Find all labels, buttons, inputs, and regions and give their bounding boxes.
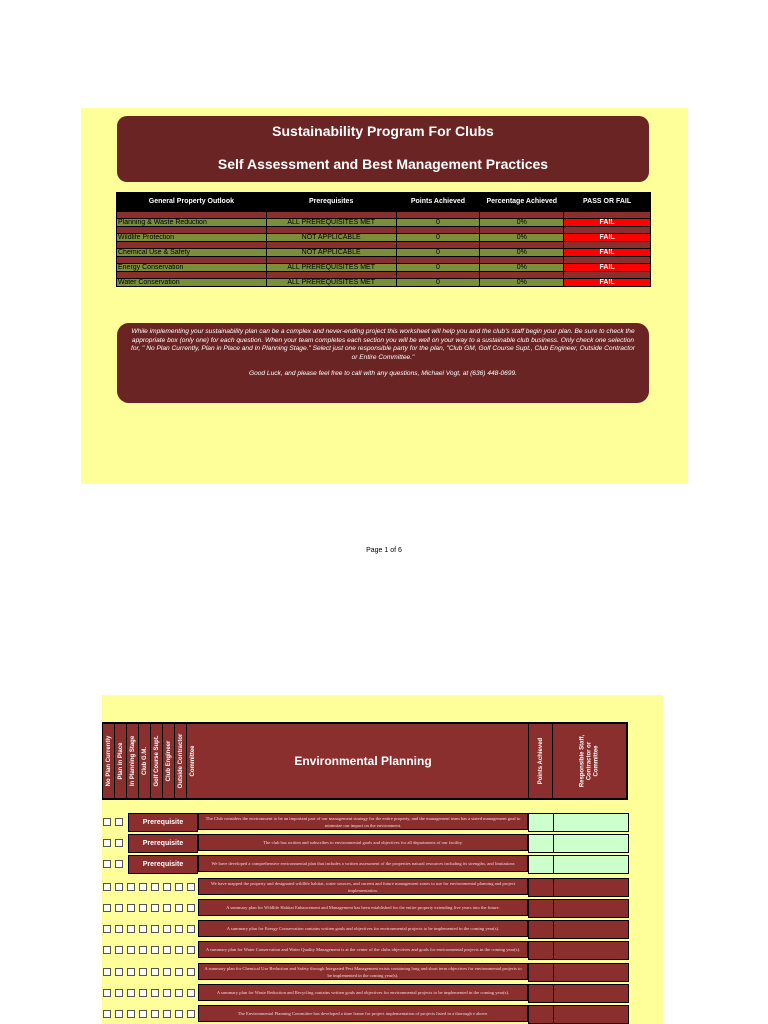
spacer-cell — [266, 242, 396, 249]
checklist-row — [102, 920, 628, 938]
checkbox[interactable] — [163, 968, 171, 976]
checkbox[interactable] — [115, 989, 123, 997]
checklist-row — [102, 855, 628, 873]
page-subtitle: Self Assessment and Best Management Practices — [217, 156, 549, 172]
spacer-cell — [117, 242, 267, 249]
checkbox[interactable] — [163, 946, 171, 954]
col-pass-or-fail: PASS OR FAIL — [564, 192, 651, 212]
points-cell: 0 — [396, 249, 480, 257]
responsible-cell[interactable] — [553, 963, 629, 982]
checkbox[interactable] — [115, 818, 123, 826]
summary-row — [117, 234, 651, 242]
summary-spacer-row — [117, 272, 651, 279]
checklist-description: The club has written and subscribes to environmental goals and objectives for all departments of our facility. — [198, 834, 528, 851]
checkbox[interactable] — [127, 1010, 135, 1018]
contact-text: Good Luck, and please feel free to call with any questions, Michael Vogt, at (636) 448-0699. — [248, 370, 518, 378]
checkbox[interactable] — [187, 925, 195, 933]
percentage-cell: 0% — [480, 234, 564, 242]
pass-fail-cell: FAIL — [564, 234, 651, 242]
checklist-row — [102, 899, 628, 917]
checkbox[interactable] — [187, 883, 195, 891]
checkbox[interactable] — [115, 860, 123, 868]
checkbox[interactable] — [127, 904, 135, 912]
spacer-cell — [117, 272, 267, 279]
checklist-row — [102, 878, 628, 896]
checkbox[interactable] — [115, 925, 123, 933]
responsible-cell[interactable] — [553, 920, 629, 939]
checkbox[interactable] — [139, 1010, 147, 1018]
checkbox[interactable] — [139, 925, 147, 933]
checklist-description: The Club considers the environment to be an important part of our management strategy for the entire property, and the management team has a stated management goal to minimize our impact on the environment. — [198, 813, 528, 830]
checkbox[interactable] — [103, 1010, 111, 1018]
checkbox[interactable] — [151, 925, 159, 933]
points-cell[interactable] — [528, 963, 554, 982]
checkbox[interactable] — [127, 989, 135, 997]
environmental-planning-header — [102, 722, 628, 800]
checkbox[interactable] — [115, 883, 123, 891]
spacer-cell — [396, 242, 480, 249]
points-cell: 0 — [396, 219, 480, 227]
checklist-row — [102, 813, 628, 831]
prerequisite-cell: NOT APPLICABLE — [266, 234, 396, 242]
pass-fail-cell: FAIL — [564, 249, 651, 257]
category-cell: Energy Conservation — [117, 264, 267, 272]
section-title: Environmental Planning — [198, 724, 528, 798]
checkbox[interactable] — [151, 968, 159, 976]
checkbox[interactable] — [163, 989, 171, 997]
prerequisite-label: Prerequisite — [128, 813, 198, 832]
points-cell[interactable] — [528, 920, 554, 939]
checkbox[interactable] — [115, 839, 123, 847]
prerequisite-label: Prerequisite — [128, 834, 198, 853]
summary-row — [117, 279, 651, 287]
status-column-header: Outside Contractor — [175, 724, 186, 798]
checklist-row — [102, 1005, 628, 1023]
pass-fail-cell: FAIL — [564, 279, 651, 287]
responsible-cell[interactable] — [553, 941, 629, 960]
checkbox[interactable] — [139, 904, 147, 912]
status-column-header: Club G.M. — [139, 724, 150, 798]
summary-table — [116, 192, 651, 287]
spacer-cell — [396, 272, 480, 279]
prerequisite-label: Prerequisite — [128, 855, 198, 874]
responsible-cell[interactable] — [553, 899, 629, 918]
checklist-row — [102, 984, 628, 1002]
page-two — [102, 695, 663, 1024]
category-cell: Chemical Use & Safety — [117, 249, 267, 257]
spacer-cell — [266, 212, 396, 219]
points-cell: 0 — [396, 279, 480, 287]
spacer-cell — [117, 212, 267, 219]
spacer-cell — [266, 227, 396, 234]
checkbox[interactable] — [175, 1010, 183, 1018]
checkbox[interactable] — [163, 883, 171, 891]
col-percentage-achieved: Percentage Achieved — [480, 192, 564, 212]
summary-spacer-row — [117, 227, 651, 234]
checklist-description: The Environmental Planning Committee has developed a time frame for project implementation of projects listed in a thorough e above. — [198, 1005, 528, 1022]
checkbox[interactable] — [103, 883, 111, 891]
checklist-description: We have mapped the property and designated wildlife habitat, water sources, and current and future management zones to use for environmental planning and project implementation. — [198, 878, 528, 895]
checkbox[interactable] — [175, 989, 183, 997]
responsible-cell[interactable] — [553, 984, 629, 1003]
points-cell[interactable] — [528, 855, 554, 874]
checkbox[interactable] — [103, 925, 111, 933]
spacer-cell — [396, 212, 480, 219]
percentage-cell: 0% — [480, 249, 564, 257]
spacer-cell — [396, 227, 480, 234]
category-cell: Planning & Waste Reduction — [117, 219, 267, 227]
prerequisite-cell: ALL PREREQUISITES MET — [266, 264, 396, 272]
category-cell: Water Conservation — [117, 279, 267, 287]
col-points-achieved: Points Achieved — [396, 192, 480, 212]
responsible-cell[interactable] — [553, 834, 629, 853]
points-achieved-header: Points Achieved — [529, 724, 552, 798]
title-banner — [117, 116, 649, 182]
prerequisite-cell: ALL PREREQUISITES MET — [266, 219, 396, 227]
spacer-cell — [564, 227, 651, 234]
checkbox[interactable] — [187, 904, 195, 912]
checkbox[interactable] — [103, 904, 111, 912]
spacer-cell — [480, 212, 564, 219]
checklist-description: A summary plan for Chemical Use Reduction and Safety through Integrated Pest Management exists containing long and short term objectives for environmental projects to be implemented in the coming year(s). — [198, 963, 528, 980]
points-cell: 0 — [396, 264, 480, 272]
checkbox[interactable] — [151, 883, 159, 891]
checkbox[interactable] — [187, 1010, 195, 1018]
col-prerequisites: Prerequisites — [266, 192, 396, 212]
responsible-staff-header: Responsible Staff, Contractor or Committee — [553, 724, 626, 798]
points-cell[interactable] — [528, 899, 554, 918]
checkbox[interactable] — [175, 925, 183, 933]
points-cell[interactable] — [528, 941, 554, 960]
points-cell: 0 — [396, 234, 480, 242]
spacer-cell — [564, 272, 651, 279]
points-cell[interactable] — [528, 984, 554, 1003]
checklist-description: We have developed a comprehensive environmental plan that includes a written assessment of the properties natural resources including its strengths, and limitations — [198, 855, 528, 872]
percentage-cell: 0% — [480, 219, 564, 227]
points-cell[interactable] — [528, 834, 554, 853]
checkbox[interactable] — [175, 968, 183, 976]
checkbox[interactable] — [103, 839, 111, 847]
checkbox[interactable] — [103, 968, 111, 976]
status-column-header: Club Engineer — [163, 724, 174, 798]
spacer-cell — [480, 227, 564, 234]
checkbox[interactable] — [127, 946, 135, 954]
checkbox[interactable] — [175, 946, 183, 954]
checkbox[interactable] — [151, 989, 159, 997]
checkbox[interactable] — [151, 1010, 159, 1018]
prerequisite-cell: NOT APPLICABLE — [266, 249, 396, 257]
status-column-header: No Plan Currently — [103, 724, 114, 798]
checkbox[interactable] — [103, 989, 111, 997]
checkbox[interactable] — [187, 946, 195, 954]
status-column-header: Committee — [187, 724, 198, 798]
page-number: Page 1 of 6 — [366, 547, 402, 554]
spacer-cell — [480, 257, 564, 264]
pass-fail-cell: FAIL — [564, 219, 651, 227]
checkbox[interactable] — [187, 989, 195, 997]
checkbox[interactable] — [127, 968, 135, 976]
summary-spacer-row — [117, 257, 651, 264]
status-column-header: In Planning Stage — [127, 724, 138, 798]
points-cell[interactable] — [528, 1005, 554, 1024]
checklist-description: A summary plan for Wildlife Habitat Enhancement and Management has been established for the entire property extending five years into the future. — [198, 899, 528, 916]
summary-row — [117, 249, 651, 257]
checkbox[interactable] — [139, 968, 147, 976]
summary-row — [117, 264, 651, 272]
spacer-cell — [266, 257, 396, 264]
spacer-cell — [564, 212, 651, 219]
col-general-property-outlook: General Property Outlook — [117, 192, 267, 212]
checkbox[interactable] — [175, 883, 183, 891]
checkbox[interactable] — [103, 860, 111, 868]
checkbox[interactable] — [103, 946, 111, 954]
category-cell: Wildlife Protection — [117, 234, 267, 242]
checklist-description: A summary plan for Energy Conservation contains written goals and objectives for environmental projects to be implemented in the coming year(s). — [198, 920, 528, 937]
spacer-cell — [266, 272, 396, 279]
checkbox[interactable] — [115, 904, 123, 912]
checkbox[interactable] — [115, 946, 123, 954]
summary-spacer-row — [117, 242, 651, 249]
summary-row — [117, 219, 651, 227]
checkbox[interactable] — [139, 883, 147, 891]
checklist-row — [102, 834, 628, 852]
checkbox[interactable] — [163, 1010, 171, 1018]
checkbox[interactable] — [103, 818, 111, 826]
percentage-cell: 0% — [480, 264, 564, 272]
spacer-cell — [117, 227, 267, 234]
spacer-cell — [480, 272, 564, 279]
responsible-cell[interactable] — [553, 813, 629, 832]
checkbox[interactable] — [151, 904, 159, 912]
spacer-cell — [117, 257, 267, 264]
summary-header-row — [117, 192, 651, 212]
checkbox[interactable] — [163, 904, 171, 912]
prerequisite-cell: ALL PREREQUISITES MET — [266, 279, 396, 287]
checkbox[interactable] — [175, 904, 183, 912]
checklist-row — [102, 941, 628, 959]
instructions-note — [117, 323, 649, 403]
points-cell[interactable] — [528, 878, 554, 897]
checkbox[interactable] — [139, 989, 147, 997]
checkbox[interactable] — [163, 925, 171, 933]
page-one — [81, 108, 688, 484]
status-column-header: Golf Course Supt. — [151, 724, 162, 798]
spacer-cell — [564, 257, 651, 264]
checklist-description: A summary plan for Waste Reduction and Recycling contains written goals and objectives for environmental projects to be implemented in the coming year(s). — [198, 984, 528, 1001]
checkbox[interactable] — [151, 946, 159, 954]
checkbox[interactable] — [115, 968, 123, 976]
checkbox[interactable] — [115, 1010, 123, 1018]
spacer-cell — [396, 257, 480, 264]
responsible-cell[interactable] — [553, 1005, 629, 1024]
checkbox[interactable] — [127, 925, 135, 933]
instructions-text: While implementing your sustainability plan can be a complex and never-ending project this worksheet will help you and the club's staff begin your plan. Be sure to check the appropriate box (only one) for each question. When your team completes each section you will be well on your way to a sustainable club business. Only check one selection for, " No Plan Currently, Plan in Place and In Planning Stage." Select just one responsible party for the plan, "Club GM, Golf Course Supt., Club Engineer, Outside Contractor or Entire Committee." — [131, 328, 635, 361]
status-column-header: Plan in Place — [115, 724, 126, 798]
pass-fail-cell: FAIL — [564, 264, 651, 272]
points-cell[interactable] — [528, 813, 554, 832]
responsible-cell[interactable] — [553, 855, 629, 874]
checkbox[interactable] — [187, 968, 195, 976]
checkbox[interactable] — [127, 883, 135, 891]
spacer-cell — [564, 242, 651, 249]
percentage-cell: 0% — [480, 279, 564, 287]
checklist-row — [102, 963, 628, 981]
checklist-description: A summary plan for Water Conservation and Water Quality Management is at the center of the clubs objectives and goals for environmental projects in the coming year(s). — [198, 941, 528, 958]
summary-spacer-row — [117, 212, 651, 219]
page-title: Sustainability Program For Clubs — [272, 123, 494, 139]
spacer-cell — [480, 242, 564, 249]
checkbox[interactable] — [139, 946, 147, 954]
responsible-cell[interactable] — [553, 878, 629, 897]
